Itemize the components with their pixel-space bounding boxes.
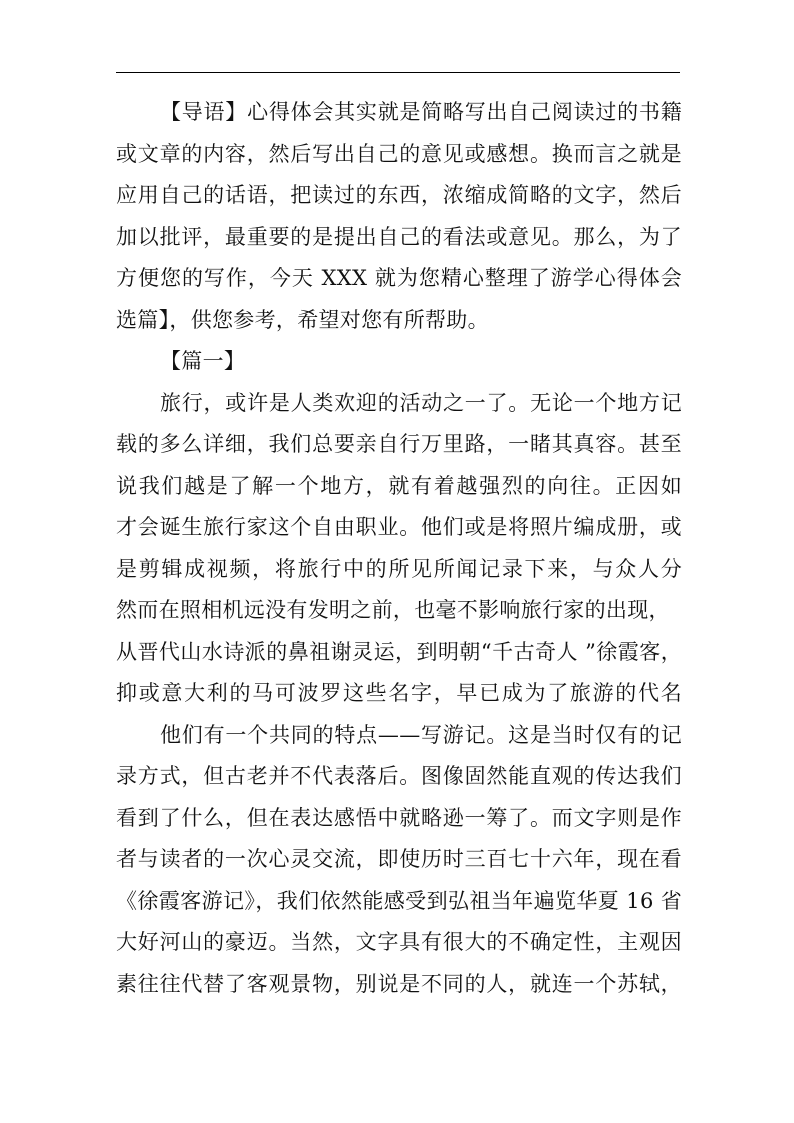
text-line: 或文章的内容，然后写出自己的意见或感想。换而言之就是 [116, 141, 682, 166]
text-line: 旅行，或许是人类欢迎的活动之一了。无论一个地方记 [160, 390, 682, 415]
text-line: 方便您的写作，今天 XXX 就为您精心整理了游学心得体会 [116, 266, 682, 290]
text-line: 应用自己的话语，把读过的东西，浓缩成简略的文字，然后 [116, 183, 682, 207]
text-line: 才会诞生旅行家这个自由职业。他们或是将照片编成册，或 [116, 515, 682, 539]
text-line: 从晋代山水诗派的鼻祖谢灵运，到明朝“千古奇人 ”徐霞客， [116, 639, 682, 664]
text-line: 他们有一个共同的特点——写游记。这是当时仅有的记 [160, 722, 682, 747]
text-line: 说我们越是了解一个地方，就有着越强烈的向往。正因如 [116, 473, 682, 498]
text-line: 然而在照相机远没有发明之前，也毫不影响旅行家的出现， [116, 598, 670, 622]
text-line: 大好河山的豪迈。当然，文字具有很大的不确定性，主观因 [116, 930, 682, 954]
text-line: 录方式，但古老并不代表落后。图像固然能直观的传达我们 [116, 764, 682, 788]
header-rule [116, 72, 680, 73]
text-line: 【篇一】 [160, 349, 246, 373]
text-line: 看到了什么，但在表达感悟中就略逊一筹了。而文字则是作 [116, 805, 682, 830]
text-line: 抑或意大利的马可波罗这些名字，早已成为了旅游的代名 [116, 681, 682, 705]
text-line: 选篇】，供您参考，希望对您有所帮助。 [116, 307, 489, 332]
text-line: 【导语】心得体会其实就是简略写出自己阅读过的书籍 [160, 100, 682, 124]
text-line: 载的多么详细，我们总要亲自行万里路，一睹其真容。甚至 [116, 432, 682, 456]
text-line: 加以批评，最重要的是提出自己的看法或意见。那么，为了 [116, 224, 682, 249]
text-line: 是剪辑成视频，将旅行中的所见所闻记录下来，与众人分 [116, 556, 682, 581]
text-line: 《徐霞客游记》，我们依然能感受到弘祖当年遍览华夏 16 省 [116, 888, 682, 913]
document-body [116, 92, 682, 1005]
text-line: 素往往代替了客观景物，别说是不同的人，就连一个苏轼， [116, 971, 682, 996]
text-line: 者与读者的一次心灵交流，即使历时三百七十六年，现在看 [116, 847, 682, 871]
